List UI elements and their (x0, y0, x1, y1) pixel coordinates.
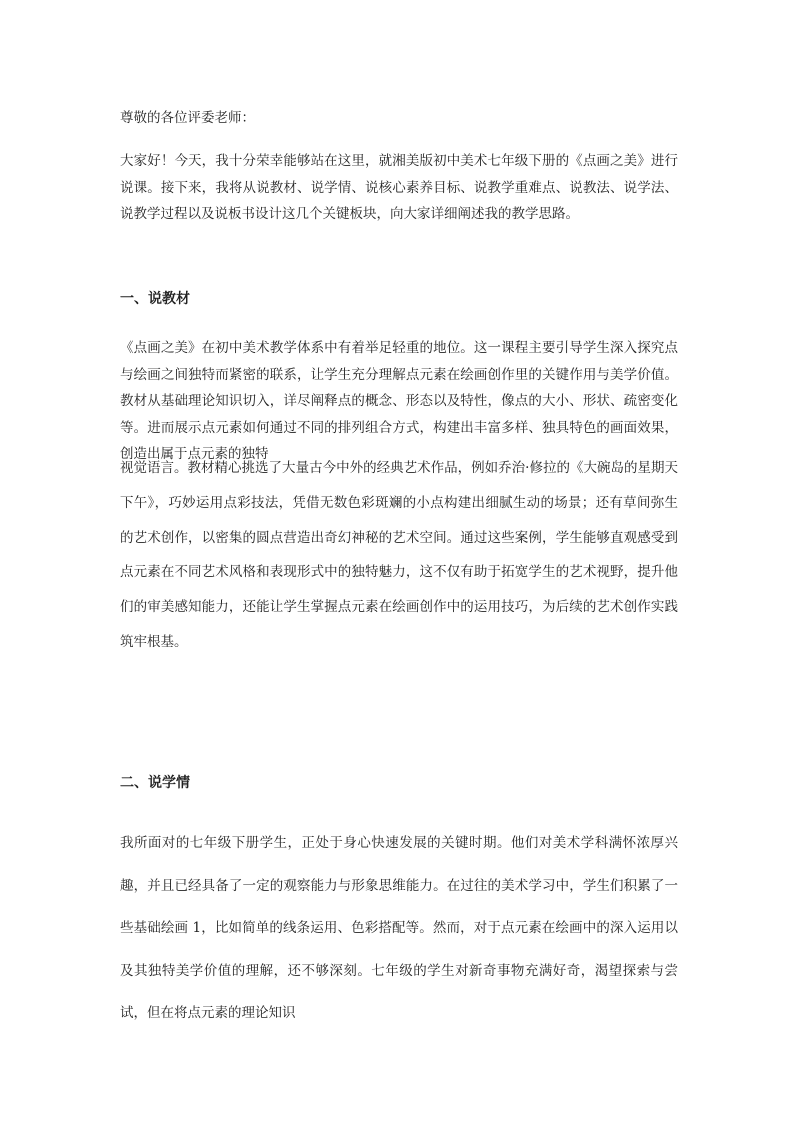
section-paragraph-textbook-part2: 视觉语言。教材精心挑选了大量古今中外的经典艺术作品，例如乔治·修拉的《大碗岛的星期天下午》，巧妙运用点彩技法，凭借无数色彩斑斓的小点构建出细腻生动的场景；还有草间弥生的艺术创作，以密集的圆点营造出奇幻神秘的艺术空间。通过这些案例，学生能够直观感受到点元素在不同艺术风格和表现形式中的独特魅力，这不仅有助于拓宽学生的艺术视野，提升他们的审美感知能力，还能让学生掌握点元素在绘画创作中的运用技巧，为后续的艺术创作实践筑牢根基。 (120, 460, 678, 650)
section-heading-textbook: 一、说教材 (120, 291, 190, 307)
intro-paragraph: 大家好！今天，我十分荣幸能够站在这里，就湘美版初中美术七年级下册的《点画之美》进行说课。接下来，我将从说教材、说学情、说核心素养目标、说教学重难点、说教法、说学法、说教学过程以及说板书设计这几个关键板块，向大家详细阐述我的教学思路。 (120, 153, 678, 222)
section-paragraph-textbook-part1: 《点画之美》在初中美术教学体系中有着举足轻重的地位。这一课程主要引导学生深入探究点与绘画之间独特而紧密的联系，让学生充分理解点元素在绘画创作里的关键作用与美学价值。教材从基础理论知识切入，详尽阐释点的概念、形态以及特性，像点的大小、形状、疏密变化等。进而展示点元素如何通过不同的排列组合方式，构建出丰富多样、独具特色的画面效果，创造出属于点元素的独特 (120, 340, 678, 462)
section-heading-students: 二、说学情 (120, 775, 190, 791)
section-paragraph-students: 我所面对的七年级下册学生，正处于身心快速发展的关键时期。他们对美术学科满怀浓厚兴趣，并且已经具备了一定的观察能力与形象思维能力。在过往的美术学习中，学生们积累了一些基础绘画 1，比如简单的线条运用、色彩搭配等。然而，对于点元素在绘画中的深入运用以及其独特美学价值的理解，还不够深刻。七年级的学生对新奇事物充满好奇，渴望探索与尝试，但在将点元素的理论知识 (120, 835, 678, 1021)
greeting: 尊敬的各位评委老师： (120, 110, 255, 126)
